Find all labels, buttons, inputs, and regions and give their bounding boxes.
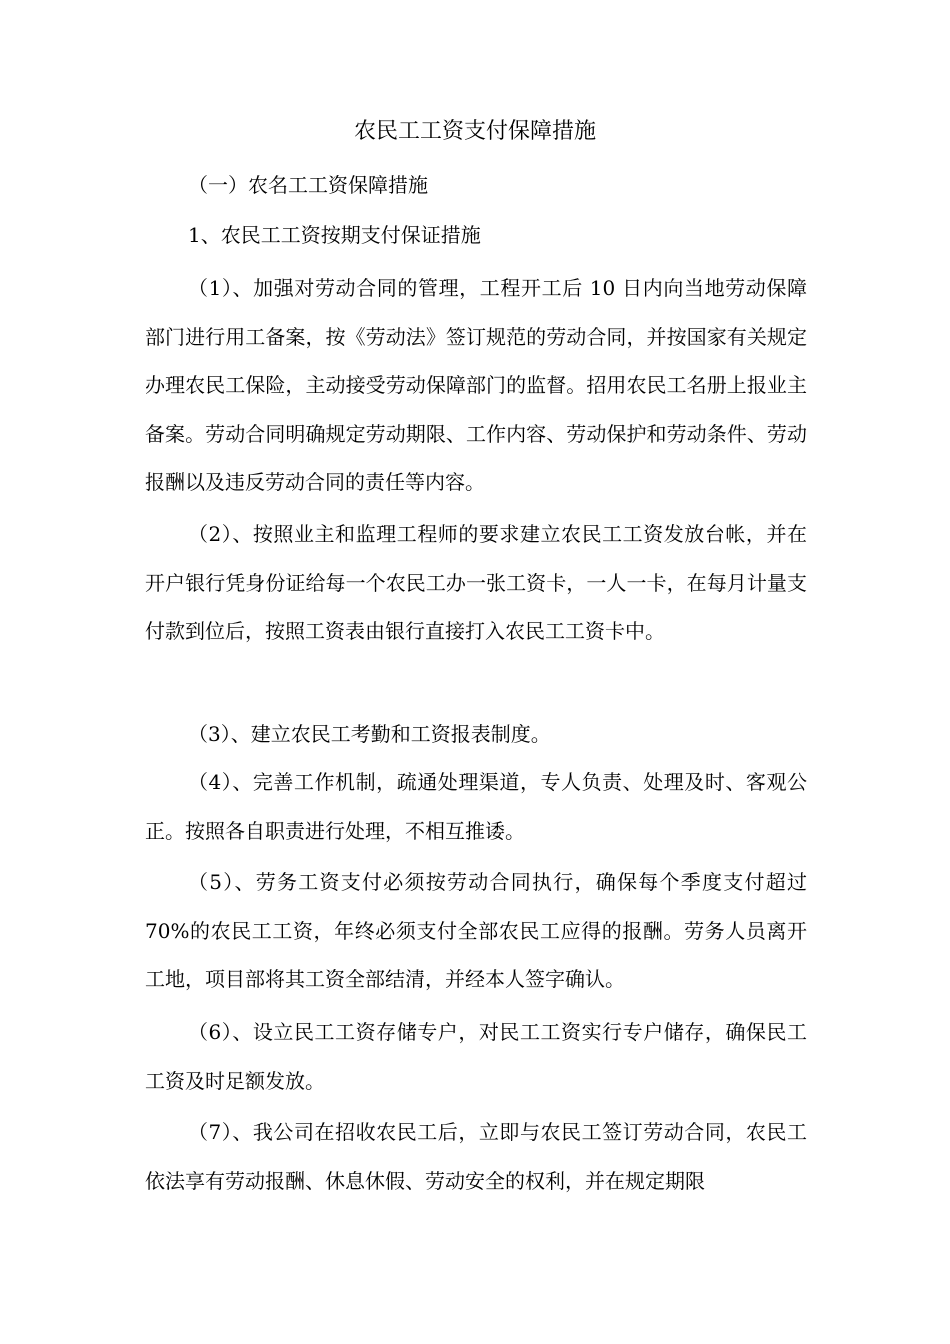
paragraph-1: （1）、加强对劳动合同的管理，工程开工后 10 日内向当地劳动保障部门进行用工备案，按《劳动法》签订规范的劳动合同，并按国家有关规定办理农民工保险，主动接受劳动保障部门的监督。招用农民工名册上报业主备案。劳动合同明确规定劳动期限、工作内容、劳动保护和劳动条件、劳动报酬以及违反劳动合同的责任等内容。 <box>145 276 807 494</box>
subsection-heading: 1、农民工工资按期支付保证措施 <box>188 223 481 247</box>
paragraph-2: （2）、按照业主和监理工程师的要求建立农民工工资发放台帐，并在开户银行凭身份证给每一个农民工办一张工资卡，一人一卡，在每月计量支付款到位后，按照工资表由银行直接打入农民工工资卡中。 <box>145 522 807 643</box>
document-title: 农民工工资支付保障措施 <box>353 119 596 144</box>
paragraph-3: （3）、建立农民工考勤和工资报表制度。 <box>188 722 551 746</box>
paragraph-7: （7）、我公司在招收农民工后，立即与农民工签订劳动合同，农民工依法享有劳动报酬、休息休假、劳动安全的权利，并在规定期限 <box>145 1120 807 1193</box>
paragraph-4: （4）、完善工作机制，疏通处理渠道，专人负责、处理及时、客观公正。按照各自职责进行处理，不相互推诿。 <box>145 770 807 843</box>
section-heading: （一）农名工工资保障措施 <box>188 173 428 197</box>
paragraph-5: （5）、劳务工资支付必须按劳动合同执行，确保每个季度支付超过 70%的农民工工资，年终必须支付全部农民工应得的报酬。劳务人员离开工地，项目部将其工资全部结清，并经本人签字确认。 <box>145 870 807 991</box>
paragraph-6: （6）、设立民工工资存储专户，对民工工资实行专户储存，确保民工工资及时足额发放。 <box>145 1020 807 1093</box>
